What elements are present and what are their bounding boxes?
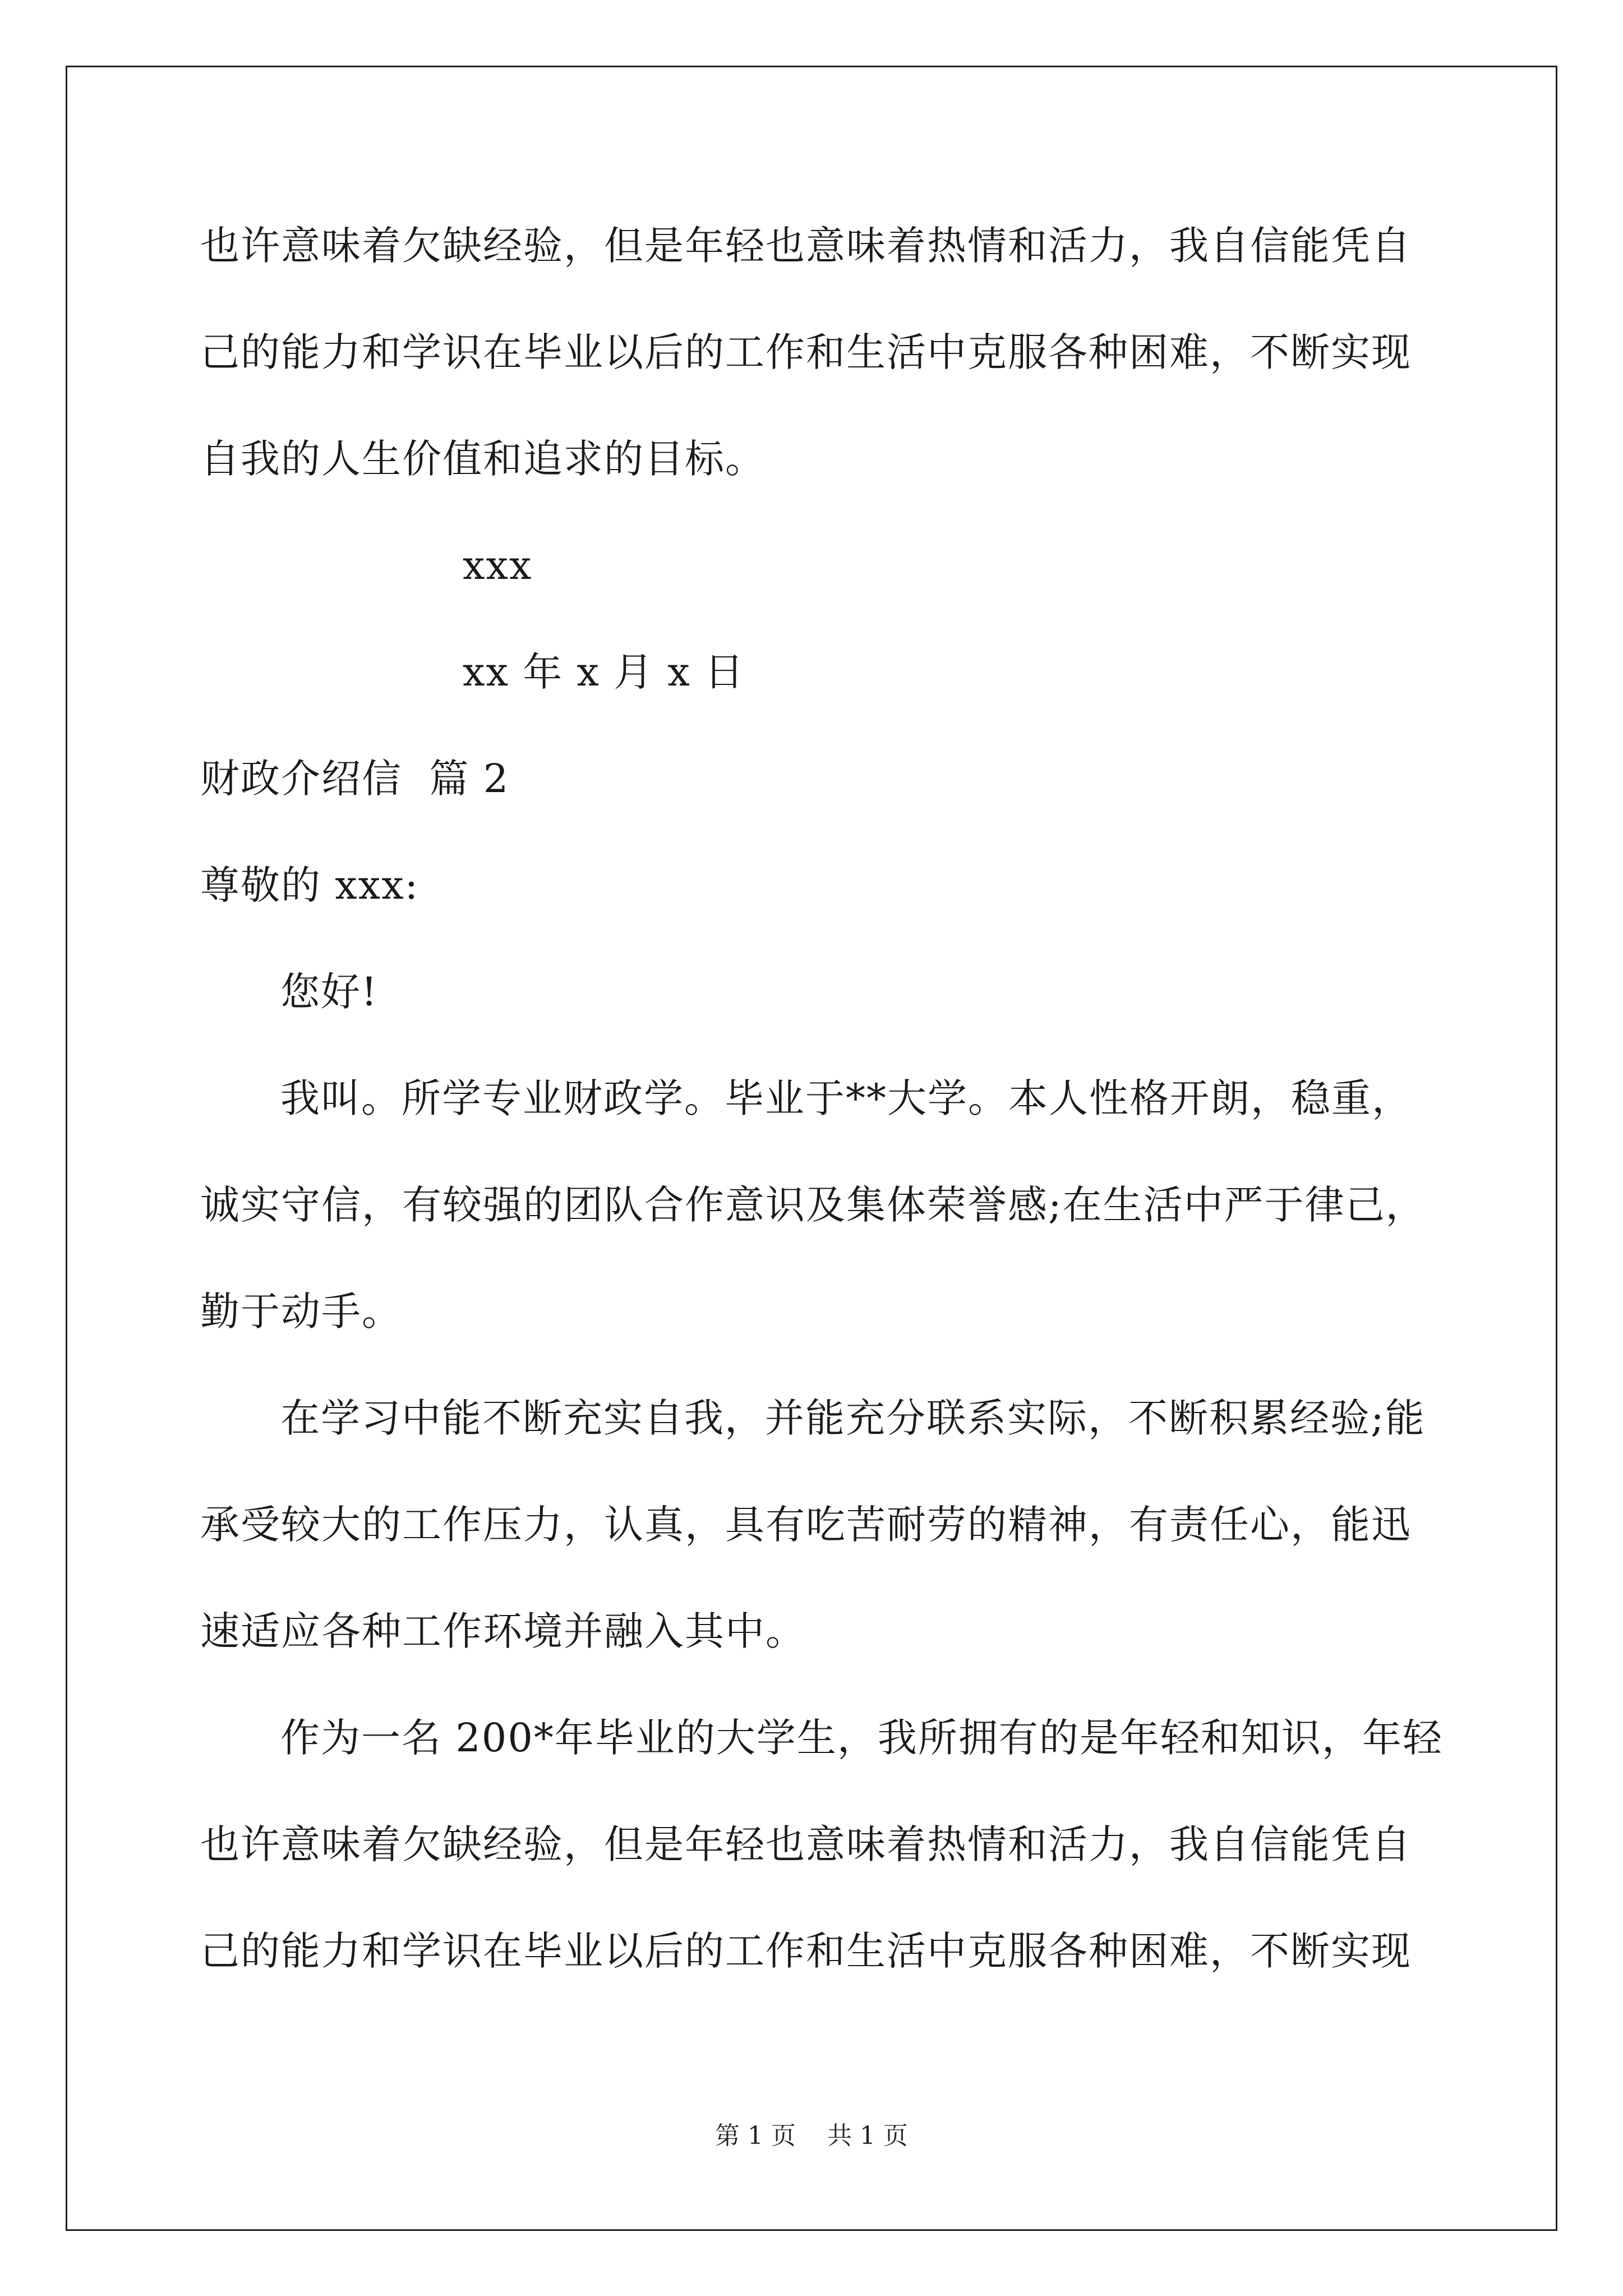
paragraph-3-line-2: 也许意味着欠缺经验，但是年轻也意味着热情和活力，我自信能凭自 xyxy=(200,1821,1412,1867)
salutation: 尊敬的 xxx: xyxy=(200,862,419,908)
paragraph-1-line-2: 诚实守信，有较强的团队合作意识及集体荣誉感;在生活中严于律己， xyxy=(200,1182,1426,1228)
paragraph-1-line-3: 勤于动手。 xyxy=(200,1289,402,1335)
paragraph-2-line-1: 在学习中能不断充实自我，并能充分联系实际，不断积累经验;能 xyxy=(280,1395,1426,1441)
continuation-line-1: 也许意味着欠缺经验，但是年轻也意味着热情和活力，我自信能凭自 xyxy=(200,223,1412,269)
page-border xyxy=(66,66,1557,2231)
signature-name: xxx xyxy=(463,542,533,588)
signature-date: xx 年 x 月 x 日 xyxy=(463,649,745,695)
continuation-line-3: 自我的人生价值和追求的目标。 xyxy=(200,436,766,482)
paragraph-2-line-3: 速适应各种工作环境并融入其中。 xyxy=(200,1608,806,1654)
paragraph-2-line-2: 承受较大的工作压力，认真，具有吃苦耐劳的精神，有责任心，能迅 xyxy=(200,1502,1412,1548)
greeting: 您好! xyxy=(280,969,379,1015)
paragraph-3-line-1: 作为一名 200*年毕业的大学生，我所拥有的是年轻和知识，年轻 xyxy=(280,1715,1443,1761)
continuation-line-2: 己的能力和学识在毕业以后的工作和生活中克服各种困难，不断实现 xyxy=(200,329,1412,375)
paragraph-3-line-3: 己的能力和学识在毕业以后的工作和生活中克服各种困难，不断实现 xyxy=(200,1928,1412,1974)
paragraph-1-line-1: 我叫。所学专业财政学。毕业于**大学。本人性格开朗，稳重， xyxy=(280,1075,1412,1121)
section-title: 财政介绍信 篇 2 xyxy=(200,756,510,802)
page-number-footer: 第 1 页 共 1 页 xyxy=(715,2122,908,2150)
